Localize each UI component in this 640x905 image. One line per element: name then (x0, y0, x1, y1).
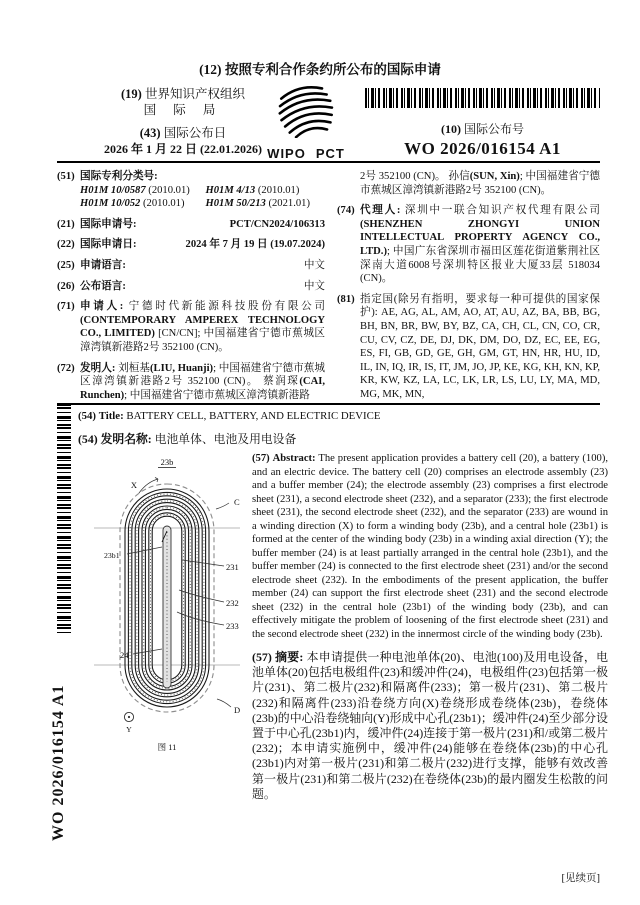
figure-caption: 图 11 (157, 742, 177, 752)
ipc-label: 国际专利分类号: (80, 171, 158, 182)
field-num-25: (25) (57, 259, 75, 271)
abstract-section (252, 452, 608, 802)
filing-date-value: 2024 年 7 月 19 日 (19.07.2024) (185, 239, 325, 251)
y-axis-dot (128, 716, 130, 718)
field-num-12: (12) (199, 62, 222, 77)
doc-type-line (0, 58, 640, 78)
filing-lang-label: 申请语言: (80, 259, 126, 271)
filing-date-label: 国际申请日: (80, 239, 137, 251)
pub-lang-label: 公布语言: (80, 280, 126, 292)
abstract-zh-text: 本申请提供一种电池单体(20)、电池(100)及用电设备，电池单体(20)包括电极组件(23)和缓冲件(24)，电极组件(23)包括第一极片(231)、第二极片(232)和隔离件(233)；第一极片(231)、第二极片(232)和隔离件(233)沿卷绕方向(X)卷绕形成卷绕体(23b)，卷绕体(23b)的中心沿卷绕轴向(Y)形成中心孔(23b1)；缓冲件(24)至少部分设置于中心孔(23b1)内，缓冲件(24)连接于第一极片(231)和/或第二极片(232)；本申请实施例中，缓冲件(24)能够在卷绕体(23b)的中心孔(23b1)内对第一极片(231)和第二极片(232)进行支撑，能够有效改善第一极片(231)和第二极片(232)在卷绕体(23b)的最内圈发生松散的问题。 (252, 650, 608, 801)
field-num-81: (81) (337, 293, 355, 305)
ipc-entry: H01M 10/0587 (2010.01) (80, 184, 190, 196)
inventors-field (57, 362, 325, 403)
ipc-field (57, 170, 325, 211)
field-num-54: (54) (78, 432, 98, 446)
field-num-71: (71) (57, 301, 75, 313)
filing-lang-value: 中文 (303, 259, 325, 271)
designated-states-text: 指定国(除另有指明，要求每一种可提供的国家保护): AE, AG, AL, AM, AO, AT, AU, AZ, BA, BB, BG, BH, BN, BR, BW, BY, BZ, CA, CH, CL, CN, CO, CR, CU, CV, CZ, DE, DJ, DK, DM, DO, DZ, EC, EE, EG, ES, FI, GB, GD, GE, GH, GM, GT, HN, HR, HU, ID, IL, IN, IQ, IR, IS, IT, JM, JO, JP, KE, KG, KH, KN, KP, KR, KW, KZ, LA, LC, LK, LR, LS, LU, LY, MA, MD, MG, MK, MN, (360, 293, 600, 400)
label-23b: 23b (160, 457, 174, 467)
title-en-label: Title: (98, 410, 124, 422)
wipo-globe-icon (273, 84, 339, 138)
figure-winding-body (86, 450, 250, 756)
winding-body-drawing (86, 450, 250, 756)
wipo-logo (268, 84, 344, 161)
abstract-chinese (252, 650, 608, 802)
pub-date-value: 2026 年 1 月 22 日 (22.01.2026) (104, 142, 262, 156)
agent-field (337, 204, 600, 286)
label-23b1: 23b1 (104, 551, 120, 560)
pub-date-label: 国际公布日 (163, 126, 227, 140)
field-num-19: (19) (121, 87, 142, 101)
divider (57, 403, 600, 405)
abstract-en-text: The present application provides a battery cell (20), a battery (100), and an electric device. The battery cell (20) comprises an electrode assembly (23) and a buffer member (24); the electrode assembly (23) comprises a first electrode sheet (231), a second electrode sheet (232), and a separator (233); the first electrode sheet (231), the second electrode sheet (232), and the separator (233) are wound in a winding direction (X) to form a winding body (23b), and a central hole (23b1) is formed at the center of the winding body (23b) in a winding axial direction (Y); the buffer member (24) is at least partially arranged in the central hole (23b1), and the buffer member (24) is connected to the first electrode sheet (231) and/or the second electrode sheet (232). In the embodiments of the present application, the buffer member (24) can support the first electrode sheet (231) and the second electrode sheet (232) in the central hole (23b1) of the winding body (23b), and can effectively mitigate the problem of loosening of the first electrode sheet (231) and the second electrode sheet (232) in the innermost circle of the winding body (23b). (252, 453, 608, 640)
agent-text: 代理人: 深圳中一联合知识产权代理有限公司 (SHENZHEN ZHONGYI UNION INTELLECTUAL PROPERTY AGENCY CO., LTD.); 中国广东省深圳市福田区莲花街道紫荆社区深南大道6008号深圳特区报业大厦33层 518034 (CN)。 (360, 205, 600, 285)
pub-no-label-line (365, 120, 600, 137)
field-num-21: (21) (57, 218, 75, 230)
inventors-cont-text: 2号 352100 (CN)。 孙信(SUN, Xin); 中国福建省宁德市蕉城区漳湾镇新港路2号 352100 (CN)。 (360, 171, 601, 196)
field-num-51: (51) (57, 171, 75, 182)
label-231: 231 (226, 562, 239, 572)
biblio-right-column (337, 170, 600, 409)
title-en-value: BATTERY CELL, BATTERY, AND ELECTRIC DEVICE (126, 410, 381, 422)
publication-number-block (365, 88, 600, 159)
field-num-72: (72) (57, 362, 75, 374)
sidebar-publication-number: WO 2026/016154 A1 (50, 684, 67, 842)
field-num-57: (57) (252, 453, 270, 464)
field-num-54: (54) (78, 410, 96, 422)
vertical-barcode (57, 404, 71, 636)
ipc-codes (80, 184, 325, 211)
pub-no-label: 国际公布号 (463, 122, 524, 136)
abstract-zh-label: 摘要: (275, 650, 304, 664)
publication-language-field (57, 280, 325, 294)
label-c: C (234, 497, 240, 507)
ipc-entry: H01M 4/13 (2010.01) (205, 184, 300, 196)
publication-number: WO 2026/016154 A1 (404, 139, 561, 158)
title-zh-value: 电池单体、电池及用电设备 (154, 432, 297, 446)
field-num-22: (22) (57, 239, 75, 251)
org-name: 世界知识产权组织 (144, 87, 245, 101)
label-d: D (234, 705, 241, 715)
title-zh-label: 发明名称: (100, 432, 152, 446)
field-num-74: (74) (337, 205, 355, 217)
inventors-text: 发明人: 刘桓基(LIU, Huanji); 中国福建省宁德市蕉城区漳湾镇新港路2号 352100 (CN)。 蔡润琛(CAI, Runchen); 中国福建省宁德市蕉城区漳湾镇新港路 (80, 362, 325, 401)
ipc-entry: H01M 10/052 (2010.01) (80, 198, 185, 210)
biblio-left-column (57, 170, 325, 409)
pub-lang-value: 中文 (303, 280, 325, 292)
inventors-continuation (337, 170, 600, 197)
applicant-text: 申请人: 宁德时代新能源科技股份有限公司 (CONTEMPORARY AMPEREX TECHNOLOGY CO., LIMITED) [CN/CN]; 中国福建省宁德市蕉城区漳湾镇新港路2号 352100 (CN)。 (80, 301, 325, 353)
doc-type-text: 按照专利合作条约所公布的国际申请 (224, 62, 441, 77)
abstract-english (252, 452, 608, 641)
divider (57, 161, 600, 163)
app-no-label: 国际申请号: (80, 218, 137, 230)
publishing-org-block (92, 86, 274, 157)
label-y-axis: Y (126, 725, 132, 734)
filing-language-field (57, 259, 325, 273)
continuation-note: [见续页] (561, 873, 600, 884)
field-num-26: (26) (57, 280, 75, 292)
application-number-field (57, 218, 325, 232)
applicant-field (57, 300, 325, 354)
ipc-entry: H01M 50/213 (2021.01) (205, 198, 310, 210)
title-english (78, 410, 600, 422)
field-num-43: (43) (139, 126, 161, 140)
app-no-value: PCT/CN2024/106313 (229, 218, 325, 230)
barcode (365, 88, 600, 108)
wipo-pct-wordmark (268, 146, 344, 161)
abstract-en-label: Abstract: (272, 453, 316, 464)
label-232: 232 (226, 598, 239, 608)
pub-date-label-line (92, 125, 274, 141)
label-x-axis: X (130, 480, 138, 490)
label-233: 233 (226, 621, 239, 631)
pct-wordmark: PCT (315, 146, 345, 161)
title-chinese (78, 430, 600, 447)
field-num-10: (10) (440, 122, 461, 136)
label-24: 24 (120, 650, 129, 660)
org-name-line (92, 86, 274, 102)
designated-states-field (337, 293, 600, 402)
wipo-wordmark: WIPO (267, 146, 306, 161)
org-bureau: 国 际 局 (143, 103, 223, 117)
field-num-57: (57) (252, 650, 272, 664)
filing-date-field (57, 238, 325, 252)
